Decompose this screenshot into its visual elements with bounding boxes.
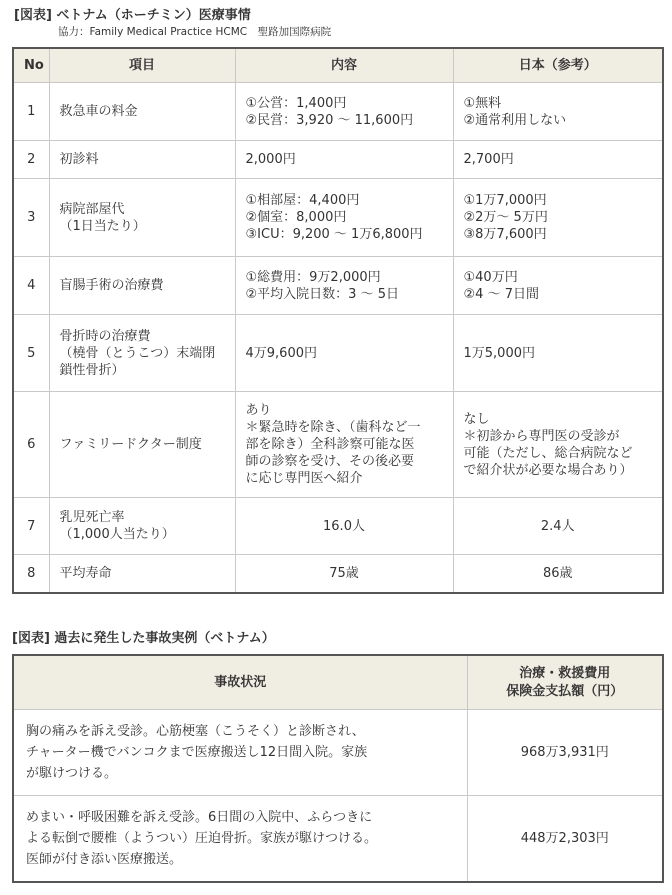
row-no: 6 [13, 392, 49, 498]
cell-line: ①40万円 [463, 269, 518, 285]
header-amount [467, 655, 663, 710]
cell-line: ②4 ～ 7日間 [463, 286, 539, 302]
cell-line: あり [245, 403, 272, 418]
cell-line: が駆けつける。 [26, 766, 118, 781]
figure-title-medical: [図表] ベトナム（ホーチミン）医療事情 [14, 8, 251, 23]
table-row [13, 796, 663, 882]
table-row [13, 315, 663, 392]
cell-line: ②通常利用しない [463, 112, 567, 128]
row-no: 4 [13, 257, 49, 315]
cell-line: めまい・呼吸困難を訴え受診。6日間の入院中、ふらつきに [26, 809, 373, 825]
table-header-row [13, 655, 663, 710]
row-no: 2 [13, 141, 49, 179]
cell-line: ②個室：8,000円 [245, 210, 347, 225]
medical-comparison-table [12, 47, 664, 594]
header-amount-line: 保険金支払額（円） [506, 683, 624, 699]
cell-line: 胸の痛みを訴え受診。心筋梗塞（こうそく）と診断され、 [26, 724, 365, 739]
cell-line: 86歳 [542, 565, 573, 581]
row-content [235, 83, 453, 141]
cell-line: 乳児死亡率 [59, 510, 125, 525]
cell-line: ③ICU：9,200 ～ 1万6,800円 [245, 227, 423, 242]
case-situation [13, 710, 467, 796]
cell-line: ②平均入院日数：3 ～ 5日 [245, 286, 399, 302]
cell-line: 部を除き）全科診察可能な医 [245, 437, 415, 452]
table-row [13, 141, 663, 179]
cell-line: 救急車の料金 [59, 104, 138, 119]
cell-line: ファミリードクター制度 [59, 437, 202, 452]
row-item [49, 83, 235, 141]
header-situation: 事故状況 [13, 655, 467, 710]
cell-line: 平均寿命 [59, 565, 112, 581]
header-no: No [13, 48, 49, 83]
row-item [49, 498, 235, 555]
cell-line: 可能（ただし、総合病院など [463, 445, 633, 461]
cell-line: 鎖性骨折） [59, 362, 125, 378]
row-item [49, 179, 235, 257]
cell-line: （橈骨（とうこつ）末端閉 [59, 345, 216, 361]
case-situation [13, 796, 467, 882]
row-japan [453, 498, 663, 555]
row-content [235, 179, 453, 257]
row-item [49, 257, 235, 315]
cell-line: 4万9,600円 [245, 345, 317, 361]
cell-line: ③8万7,600円 [463, 227, 547, 242]
row-no: 3 [13, 179, 49, 257]
row-japan [453, 555, 663, 593]
credit-line: 協力：Family Medical Practice HCMC 聖路加国際病院 [58, 26, 332, 38]
row-no: 5 [13, 315, 49, 392]
cell-line: ＊緊急時を除き、（歯科など一 [245, 420, 421, 435]
cell-line: ①相部屋：4,400円 [245, 193, 360, 208]
row-japan [453, 83, 663, 141]
row-content [235, 257, 453, 315]
row-japan [453, 257, 663, 315]
row-content [235, 315, 453, 392]
cell-line: ①1万7,000円 [463, 193, 547, 208]
row-no: 1 [13, 83, 49, 141]
row-item [49, 392, 235, 498]
row-japan [453, 392, 663, 498]
cell-line: 16.0人 [323, 518, 365, 534]
table-row [13, 555, 663, 593]
row-japan [453, 179, 663, 257]
cell-line: 初診料 [59, 152, 99, 167]
figure-title-accidents: [図表] 過去に発生した事故実例（ベトナム） [12, 631, 275, 646]
table-row [13, 257, 663, 315]
cell-line: よる転倒で腰椎（ようつい）圧迫骨折。家族が駆けつける。 [26, 830, 378, 846]
row-item [49, 555, 235, 593]
cell-line: 医師が付き添い医療搬送。 [26, 851, 183, 867]
row-item [49, 315, 235, 392]
table-row [13, 392, 663, 498]
cell-line: ＊初診から専門医の受診が [463, 428, 620, 444]
table-row [13, 710, 663, 796]
table-row [13, 498, 663, 555]
row-japan [453, 141, 663, 179]
header-japan: 日本（参考） [453, 48, 663, 83]
table-header-row [13, 48, 663, 83]
cell-line: ②2万～ 5万円 [463, 210, 548, 225]
cell-line: で紹介状が必要な場合あり） [463, 462, 633, 478]
row-item [49, 141, 235, 179]
header-amount-line: 治療・救援費用 [519, 665, 611, 681]
cell-line: 2,700円 [463, 152, 514, 167]
cell-line: に応じ専門医へ紹介 [245, 471, 363, 486]
cell-line: ①総費用：9万2,000円 [245, 269, 381, 285]
cell-line: 盲腸手術の治療費 [59, 278, 164, 293]
row-content [235, 498, 453, 555]
cell-line: チャーター機でバンコクまで医療搬送し12日間入院。家族 [26, 745, 368, 760]
cell-line: 2,000円 [245, 152, 296, 167]
header-content: 内容 [235, 48, 453, 83]
table-row [13, 179, 663, 257]
case-amount: 448万2,303円 [467, 796, 663, 882]
cell-line: 2.4人 [540, 518, 575, 534]
row-content [235, 392, 453, 498]
case-amount: 968万3,931円 [467, 710, 663, 796]
cell-line: なし [463, 411, 490, 427]
cell-line: ①公営：1,400円 [245, 95, 347, 111]
row-japan [453, 315, 663, 392]
header-item: 項目 [49, 48, 235, 83]
row-no: 7 [13, 498, 49, 555]
cell-line: （1日当たり） [59, 218, 146, 234]
cell-line: ①無料 [463, 95, 502, 111]
cell-line: 75歳 [329, 565, 359, 581]
cell-line: 病院部屋代 [59, 201, 125, 217]
row-content [235, 555, 453, 593]
table-row [13, 83, 663, 141]
cell-line: 骨折時の治療費 [59, 328, 151, 344]
cell-line: 師の診察を受け、その後必要 [245, 454, 414, 469]
cell-line: （1,000人当たり） [59, 527, 175, 542]
row-no: 8 [13, 555, 49, 593]
cell-line: ②民営：3,920 ～ 11,600円 [245, 112, 414, 128]
row-content [235, 141, 453, 179]
cell-line: 1万5,000円 [463, 345, 535, 361]
accident-cases-table [12, 654, 664, 883]
